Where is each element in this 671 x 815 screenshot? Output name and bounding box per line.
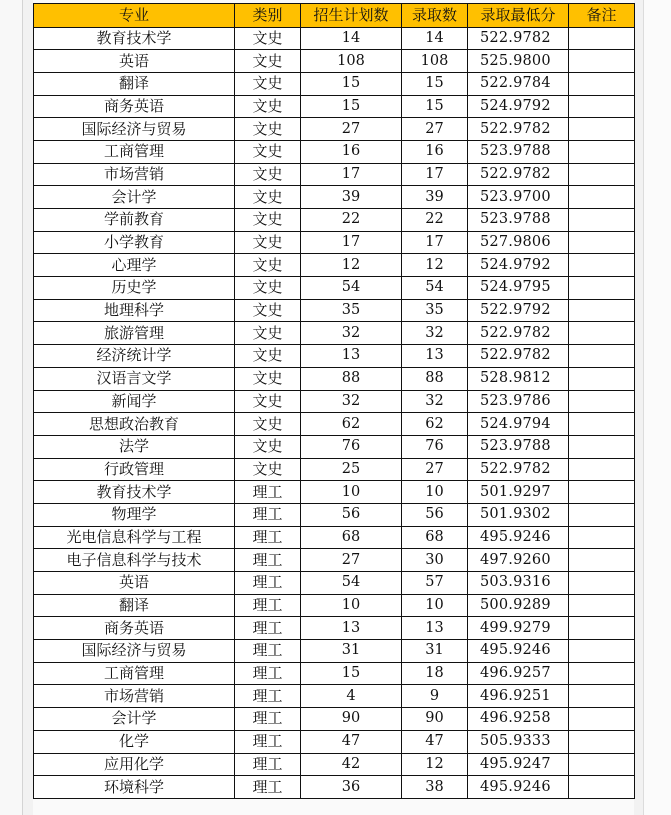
cell-min-score: 524.9795 xyxy=(468,277,569,300)
cell-min-score: 525.9800 xyxy=(468,50,569,73)
cell-major: 翻译 xyxy=(34,594,235,617)
cell-min-score: 495.9246 xyxy=(468,526,569,549)
cell-category: 文史 xyxy=(235,367,301,390)
cell-plan: 39 xyxy=(301,186,402,209)
cell-admitted: 54 xyxy=(402,277,468,300)
cell-plan: 15 xyxy=(301,95,402,118)
header-row xyxy=(34,4,635,28)
cell-note xyxy=(569,617,635,640)
cell-major: 心理学 xyxy=(34,254,235,277)
table-row xyxy=(34,367,635,390)
cell-major: 思想政治教育 xyxy=(34,413,235,436)
cell-major: 国际经济与贸易 xyxy=(34,118,235,141)
cell-plan: 35 xyxy=(301,299,402,322)
table-row xyxy=(34,572,635,595)
cell-category: 文史 xyxy=(235,277,301,300)
cell-major: 物理学 xyxy=(34,503,235,526)
cell-category: 文史 xyxy=(235,345,301,368)
cell-min-score: 501.9302 xyxy=(468,503,569,526)
cell-min-score: 524.9792 xyxy=(468,95,569,118)
cell-note xyxy=(569,72,635,95)
cell-major: 历史学 xyxy=(34,277,235,300)
cell-category: 文史 xyxy=(235,413,301,436)
cell-major: 英语 xyxy=(34,50,235,73)
cell-category: 文史 xyxy=(235,231,301,254)
table-row xyxy=(34,526,635,549)
table-row xyxy=(34,458,635,481)
cell-note xyxy=(569,231,635,254)
cell-category: 文史 xyxy=(235,254,301,277)
cell-category: 文史 xyxy=(235,163,301,186)
cell-admitted: 15 xyxy=(402,95,468,118)
cell-major: 新闻学 xyxy=(34,390,235,413)
cell-plan: 32 xyxy=(301,390,402,413)
cell-category: 理工 xyxy=(235,572,301,595)
cell-min-score: 503.9316 xyxy=(468,572,569,595)
cell-admitted: 10 xyxy=(402,481,468,504)
cell-admitted: 47 xyxy=(402,730,468,753)
cell-min-score: 524.9792 xyxy=(468,254,569,277)
cell-category: 理工 xyxy=(235,549,301,572)
table-row xyxy=(34,685,635,708)
cell-min-score: 522.9782 xyxy=(468,27,569,50)
cell-admitted: 27 xyxy=(402,458,468,481)
cell-note xyxy=(569,322,635,345)
cell-plan: 54 xyxy=(301,277,402,300)
cell-admitted: 17 xyxy=(402,231,468,254)
table-row xyxy=(34,390,635,413)
cell-min-score: 522.9784 xyxy=(468,72,569,95)
cell-admitted: 57 xyxy=(402,572,468,595)
table-row xyxy=(34,640,635,663)
cell-category: 理工 xyxy=(235,617,301,640)
cell-admitted: 18 xyxy=(402,662,468,685)
cell-min-score: 522.9782 xyxy=(468,345,569,368)
cell-plan: 17 xyxy=(301,231,402,254)
cell-category: 文史 xyxy=(235,299,301,322)
cell-major: 应用化学 xyxy=(34,753,235,776)
cell-note xyxy=(569,753,635,776)
cell-category: 理工 xyxy=(235,481,301,504)
cell-min-score: 496.9251 xyxy=(468,685,569,708)
cell-category: 理工 xyxy=(235,594,301,617)
cell-admitted: 56 xyxy=(402,503,468,526)
cell-major: 小学教育 xyxy=(34,231,235,254)
cell-admitted: 76 xyxy=(402,435,468,458)
cell-admitted: 10 xyxy=(402,594,468,617)
cell-min-score: 505.9333 xyxy=(468,730,569,753)
cell-min-score: 495.9246 xyxy=(468,776,569,799)
cell-min-score: 496.9258 xyxy=(468,708,569,731)
cell-note xyxy=(569,503,635,526)
cell-note xyxy=(569,163,635,186)
table-row xyxy=(34,753,635,776)
left-margin xyxy=(0,0,22,815)
cell-note xyxy=(569,186,635,209)
cell-note xyxy=(569,594,635,617)
cell-category: 文史 xyxy=(235,186,301,209)
cell-major: 工商管理 xyxy=(34,662,235,685)
cell-admitted: 12 xyxy=(402,254,468,277)
left-gutter xyxy=(23,0,33,815)
cell-plan: 54 xyxy=(301,572,402,595)
table-row xyxy=(34,299,635,322)
cell-plan: 31 xyxy=(301,640,402,663)
table-row xyxy=(34,72,635,95)
cell-note xyxy=(569,118,635,141)
cell-admitted: 32 xyxy=(402,322,468,345)
table-row xyxy=(34,50,635,73)
cell-admitted: 38 xyxy=(402,776,468,799)
cell-category: 文史 xyxy=(235,95,301,118)
cell-plan: 25 xyxy=(301,458,402,481)
cell-major: 国际经济与贸易 xyxy=(34,640,235,663)
cell-admitted: 90 xyxy=(402,708,468,731)
table-row xyxy=(34,730,635,753)
table-row xyxy=(34,254,635,277)
header-min-score: 录取最低分 xyxy=(468,4,569,28)
cell-admitted: 12 xyxy=(402,753,468,776)
admission-table-container xyxy=(33,3,634,799)
cell-admitted: 14 xyxy=(402,27,468,50)
table-row xyxy=(34,322,635,345)
table-body xyxy=(34,27,635,798)
cell-plan: 90 xyxy=(301,708,402,731)
cell-note xyxy=(569,413,635,436)
cell-major: 行政管理 xyxy=(34,458,235,481)
cell-admitted: 9 xyxy=(402,685,468,708)
cell-plan: 42 xyxy=(301,753,402,776)
cell-min-score: 523.9788 xyxy=(468,140,569,163)
cell-major: 商务英语 xyxy=(34,617,235,640)
table-row xyxy=(34,503,635,526)
cell-plan: 22 xyxy=(301,209,402,232)
cell-plan: 27 xyxy=(301,549,402,572)
cell-admitted: 35 xyxy=(402,299,468,322)
cell-note xyxy=(569,572,635,595)
cell-min-score: 501.9297 xyxy=(468,481,569,504)
cell-admitted: 68 xyxy=(402,526,468,549)
cell-category: 文史 xyxy=(235,458,301,481)
cell-major: 经济统计学 xyxy=(34,345,235,368)
cell-category: 理工 xyxy=(235,685,301,708)
cell-admitted: 88 xyxy=(402,367,468,390)
cell-category: 理工 xyxy=(235,730,301,753)
cell-category: 理工 xyxy=(235,753,301,776)
cell-major: 会计学 xyxy=(34,186,235,209)
cell-category: 文史 xyxy=(235,50,301,73)
cell-admitted: 16 xyxy=(402,140,468,163)
right-margin xyxy=(644,0,671,815)
cell-plan: 62 xyxy=(301,413,402,436)
cell-min-score: 522.9782 xyxy=(468,163,569,186)
cell-note xyxy=(569,640,635,663)
cell-major: 旅游管理 xyxy=(34,322,235,345)
cell-major: 地理科学 xyxy=(34,299,235,322)
cell-min-score: 522.9782 xyxy=(468,322,569,345)
cell-major: 商务英语 xyxy=(34,95,235,118)
cell-major: 市场营销 xyxy=(34,163,235,186)
cell-admitted: 30 xyxy=(402,549,468,572)
table-row xyxy=(34,163,635,186)
cell-note xyxy=(569,708,635,731)
cell-admitted: 31 xyxy=(402,640,468,663)
cell-major: 英语 xyxy=(34,572,235,595)
header-category: 类别 xyxy=(235,4,301,28)
table-row xyxy=(34,118,635,141)
cell-admitted: 39 xyxy=(402,186,468,209)
cell-admitted: 13 xyxy=(402,617,468,640)
cell-min-score: 496.9257 xyxy=(468,662,569,685)
cell-major: 翻译 xyxy=(34,72,235,95)
cell-note xyxy=(569,299,635,322)
cell-category: 文史 xyxy=(235,209,301,232)
cell-major: 环境科学 xyxy=(34,776,235,799)
cell-note xyxy=(569,277,635,300)
cell-plan: 13 xyxy=(301,345,402,368)
cell-plan: 68 xyxy=(301,526,402,549)
table-row xyxy=(34,186,635,209)
cell-note xyxy=(569,481,635,504)
cell-plan: 17 xyxy=(301,163,402,186)
cell-min-score: 523.9700 xyxy=(468,186,569,209)
cell-plan: 47 xyxy=(301,730,402,753)
header-major: 专业 xyxy=(34,4,235,28)
table-row xyxy=(34,708,635,731)
cell-plan: 27 xyxy=(301,118,402,141)
cell-major: 教育技术学 xyxy=(34,481,235,504)
admission-score-table xyxy=(33,3,635,799)
table-row xyxy=(34,140,635,163)
cell-major: 化学 xyxy=(34,730,235,753)
cell-admitted: 32 xyxy=(402,390,468,413)
cell-note xyxy=(569,209,635,232)
cell-note xyxy=(569,140,635,163)
cell-plan: 16 xyxy=(301,140,402,163)
table-row xyxy=(34,413,635,436)
cell-note xyxy=(569,776,635,799)
cell-category: 文史 xyxy=(235,435,301,458)
cell-major: 法学 xyxy=(34,435,235,458)
cell-category: 文史 xyxy=(235,72,301,95)
cell-note xyxy=(569,345,635,368)
cell-note xyxy=(569,662,635,685)
cell-min-score: 500.9289 xyxy=(468,594,569,617)
cell-major: 教育技术学 xyxy=(34,27,235,50)
cell-note xyxy=(569,526,635,549)
table-row xyxy=(34,209,635,232)
cell-category: 理工 xyxy=(235,708,301,731)
header-plan: 招生计划数 xyxy=(301,4,402,28)
header-admitted: 录取数 xyxy=(402,4,468,28)
cell-min-score: 523.9788 xyxy=(468,209,569,232)
cell-note xyxy=(569,435,635,458)
cell-note xyxy=(569,27,635,50)
cell-admitted: 15 xyxy=(402,72,468,95)
right-gutter xyxy=(634,0,643,815)
cell-note xyxy=(569,730,635,753)
cell-plan: 76 xyxy=(301,435,402,458)
cell-admitted: 13 xyxy=(402,345,468,368)
cell-plan: 4 xyxy=(301,685,402,708)
cell-admitted: 108 xyxy=(402,50,468,73)
cell-category: 理工 xyxy=(235,526,301,549)
cell-plan: 12 xyxy=(301,254,402,277)
table-row xyxy=(34,594,635,617)
cell-category: 文史 xyxy=(235,27,301,50)
table-row xyxy=(34,662,635,685)
cell-note xyxy=(569,685,635,708)
cell-plan: 15 xyxy=(301,72,402,95)
cell-min-score: 524.9794 xyxy=(468,413,569,436)
table-row xyxy=(34,231,635,254)
cell-category: 理工 xyxy=(235,503,301,526)
cell-note xyxy=(569,254,635,277)
table-row xyxy=(34,549,635,572)
cell-plan: 56 xyxy=(301,503,402,526)
cell-category: 文史 xyxy=(235,322,301,345)
cell-plan: 108 xyxy=(301,50,402,73)
table-row xyxy=(34,617,635,640)
cell-plan: 13 xyxy=(301,617,402,640)
cell-plan: 14 xyxy=(301,27,402,50)
cell-note xyxy=(569,367,635,390)
cell-min-score: 495.9247 xyxy=(468,753,569,776)
cell-min-score: 495.9246 xyxy=(468,640,569,663)
cell-category: 理工 xyxy=(235,640,301,663)
cell-plan: 10 xyxy=(301,481,402,504)
cell-plan: 15 xyxy=(301,662,402,685)
cell-min-score: 528.9812 xyxy=(468,367,569,390)
cell-plan: 10 xyxy=(301,594,402,617)
cell-min-score: 499.9279 xyxy=(468,617,569,640)
cell-major: 会计学 xyxy=(34,708,235,731)
cell-min-score: 522.9782 xyxy=(468,458,569,481)
cell-major: 汉语言文学 xyxy=(34,367,235,390)
cell-min-score: 522.9792 xyxy=(468,299,569,322)
cell-admitted: 27 xyxy=(402,118,468,141)
cell-plan: 36 xyxy=(301,776,402,799)
cell-min-score: 523.9786 xyxy=(468,390,569,413)
cell-note xyxy=(569,95,635,118)
cell-note xyxy=(569,390,635,413)
cell-min-score: 523.9788 xyxy=(468,435,569,458)
cell-plan: 88 xyxy=(301,367,402,390)
cell-note xyxy=(569,50,635,73)
cell-note xyxy=(569,458,635,481)
cell-major: 市场营销 xyxy=(34,685,235,708)
cell-admitted: 62 xyxy=(402,413,468,436)
cell-category: 理工 xyxy=(235,662,301,685)
cell-admitted: 17 xyxy=(402,163,468,186)
table-row xyxy=(34,27,635,50)
table-row xyxy=(34,345,635,368)
cell-admitted: 22 xyxy=(402,209,468,232)
table-row xyxy=(34,95,635,118)
table-row xyxy=(34,481,635,504)
cell-category: 理工 xyxy=(235,776,301,799)
table-row xyxy=(34,277,635,300)
table-row xyxy=(34,776,635,799)
cell-category: 文史 xyxy=(235,390,301,413)
cell-note xyxy=(569,549,635,572)
table-row xyxy=(34,435,635,458)
cell-major: 工商管理 xyxy=(34,140,235,163)
cell-category: 文史 xyxy=(235,118,301,141)
cell-category: 文史 xyxy=(235,140,301,163)
cell-plan: 32 xyxy=(301,322,402,345)
header-note: 备注 xyxy=(569,4,635,28)
cell-min-score: 497.9260 xyxy=(468,549,569,572)
cell-min-score: 522.9782 xyxy=(468,118,569,141)
cell-major: 学前教育 xyxy=(34,209,235,232)
cell-min-score: 527.9806 xyxy=(468,231,569,254)
cell-major: 光电信息科学与工程 xyxy=(34,526,235,549)
cell-major: 电子信息科学与技术 xyxy=(34,549,235,572)
